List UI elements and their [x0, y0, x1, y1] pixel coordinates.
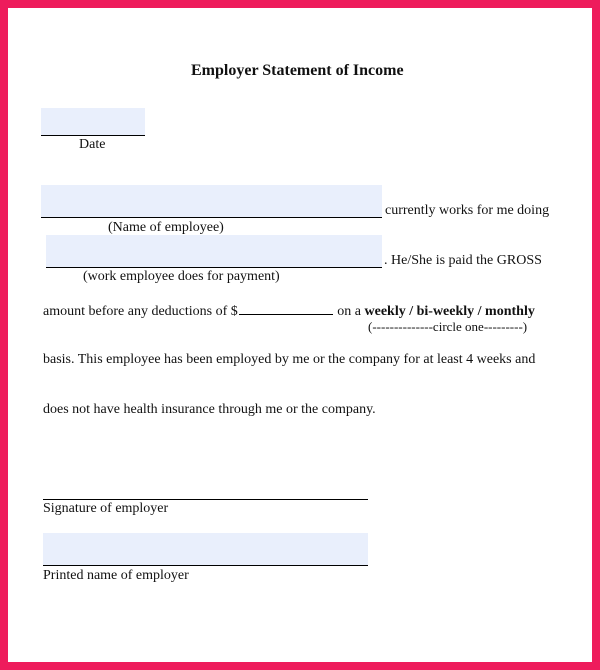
printed-name-field[interactable]	[43, 533, 368, 566]
employee-name-label: (Name of employee)	[108, 220, 224, 235]
printed-name-label: Printed name of employer	[43, 568, 189, 583]
document-title: Employer Statement of Income	[191, 62, 404, 79]
works-for-me-text: currently works for me doing	[385, 203, 550, 218]
insurance-text: does not have health insurance through me or the company.	[43, 402, 376, 417]
basis-text: basis. This employee has been employed by me or the company for at least 4 weeks and	[43, 352, 536, 367]
amount-blank-field[interactable]	[239, 302, 333, 315]
document-page	[8, 8, 592, 662]
paid-gross-text: . He/She is paid the GROSS	[384, 253, 542, 268]
date-label: Date	[79, 137, 106, 152]
work-description-label: (work employee does for payment)	[83, 269, 280, 284]
signature-line[interactable]	[43, 481, 368, 500]
signature-label: Signature of employer	[43, 501, 169, 516]
work-description-field[interactable]	[46, 235, 382, 268]
amount-on-text: on a	[337, 304, 361, 319]
amount-line	[43, 302, 535, 320]
amount-prefix-text: amount before any deductions of $	[43, 304, 238, 319]
frequency-options-text[interactable]: weekly / bi-weekly / monthly	[364, 304, 535, 319]
circle-one-note: (--------------circle one---------)	[368, 319, 528, 334]
date-field[interactable]	[41, 108, 145, 136]
employee-name-field[interactable]	[41, 185, 382, 218]
